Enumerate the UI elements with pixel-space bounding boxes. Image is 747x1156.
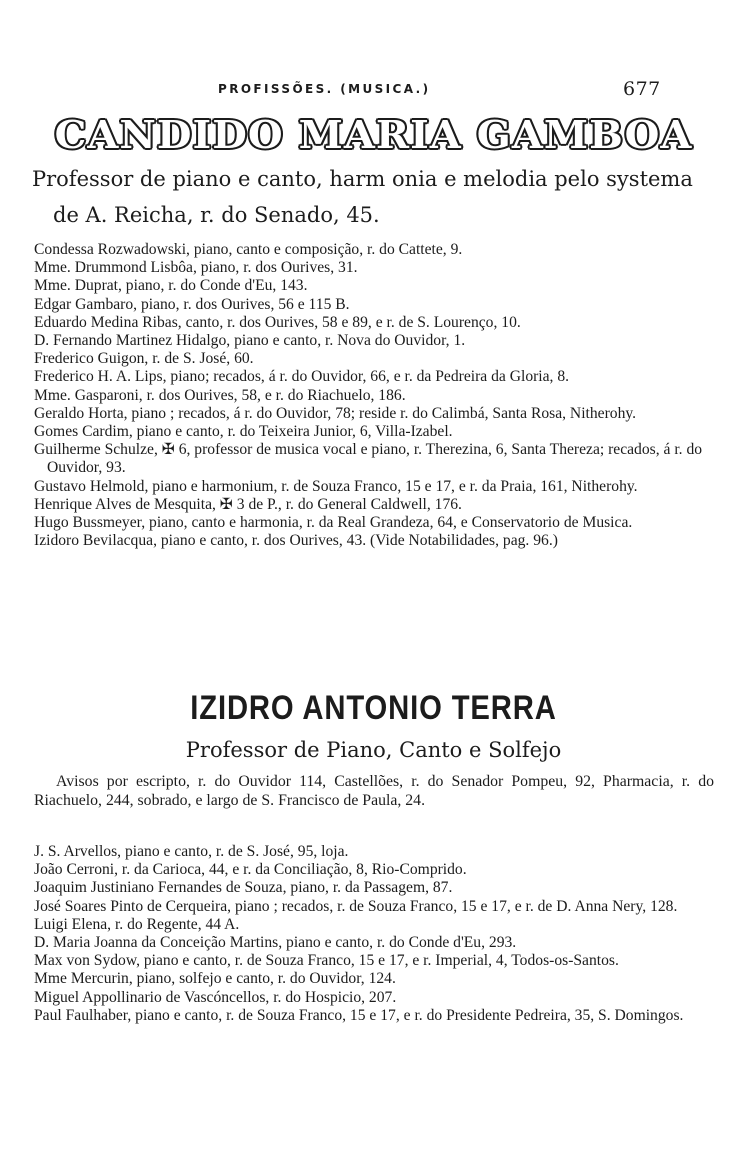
running-head — [0, 80, 747, 102]
advert-title-gamboa: CANDIDO MARIA GAMBOA — [54, 112, 693, 157]
list-item: Luigi Elena, r. do Regente, 44 A. — [34, 915, 240, 933]
list-item: Henrique Alves de Mesquita, ✠ 3 de P., r. do General Caldwell, 176. — [34, 495, 462, 513]
list-item: Mme. Duprat, piano, r. do Conde d'Eu, 143. — [34, 277, 308, 295]
advert-subtitle-terra: Professor de Piano, Canto e Solfejo — [185, 738, 562, 762]
page-number: 677 — [623, 78, 661, 100]
list-item: Eduardo Medina Ribas, canto, r. dos Ourives, 58 e 89, e r. de S. Lourenço, 10. — [34, 313, 521, 331]
advert-body-gamboa — [32, 166, 732, 229]
list-item: Paul Faulhaber, piano e canto, r. de Souza Franco, 15 e 17, e r. do Presidente Pedreira, 35, S. Domingos. — [34, 1006, 684, 1024]
list-item: Mme Mercurin, piano, solfejo e canto, r. do Ouvidor, 124. — [34, 970, 396, 988]
list-item: Joaquim Justiniano Fernandes de Souza, piano, r. da Passagem, 87. — [34, 879, 453, 897]
list-item: Guilherme Schulze, ✠ 6, professor de musica vocal e piano, r. Therezina, 6, Santa Thereza; recados, á r. do Ouvidor, 93. — [34, 441, 703, 477]
list-item: Mme. Gasparoni, r. dos Ourives, 58, e r. do Riachuelo, 186. — [34, 386, 406, 404]
entry-list-a — [34, 241, 719, 550]
list-item: Miguel Appollinario de Vascóncellos, r. do Hospicio, 207. — [34, 988, 397, 1006]
entry-list-b — [34, 843, 719, 1025]
advert-title-terra: IZIDRO ANTONIO TERRA — [190, 689, 557, 727]
list-item: Geraldo Horta, piano ; recados, á r. do Ouvidor, 78; reside r. do Calimbá, Santa Rosa, Nitherohy. — [34, 404, 637, 422]
list-item: João Cerroni, r. da Carioca, 44, e r. da Conciliação, 8, Rio-Comprido. — [34, 861, 467, 879]
list-item: Edgar Gambaro, piano, r. dos Ourives, 56 e 115 B. — [34, 295, 350, 313]
list-item: Max von Sydow, piano e canto, r. de Souza Franco, 15 e 17, e r. Imperial, 4, Todos-os-Santos. — [34, 952, 619, 970]
list-item: Gomes Cardim, piano e canto, r. do Teixeira Junior, 6, Villa-Izabel. — [34, 423, 453, 441]
advert-body-terra: Avisos por escripto, r. do Ouvidor 114, Castellões, r. do Senador Pompeu, 92, Pharmacia, r. do Riachuelo, 244, sobrado, e largo de S. Francisco de Paula, 24. — [34, 773, 714, 809]
list-item: Gustavo Helmold, piano e harmonium, r. de Souza Franco, 15 e 17, e r. da Praia, 161, Nitherohy. — [34, 477, 638, 495]
list-item: Izidoro Bevilacqua, piano e canto, r. dos Ourives, 43. (Vide Notabilidades, pag. 96.) — [34, 532, 558, 550]
list-item: D. Maria Joanna da Conceição Martins, piano e canto, r. do Conde d'Eu, 293. — [34, 934, 517, 952]
list-item: D. Fernando Martinez Hidalgo, piano e canto, r. Nova do Ouvidor, 1. — [34, 332, 466, 350]
list-item: Condessa Rozwadowski, piano, canto e composição, r. do Cattete, 9. — [34, 241, 463, 258]
list-item: Frederico H. A. Lips, piano; recados, á r. do Ouvidor, 66, e r. da Pedreira da Gloria, 8. — [34, 368, 570, 386]
list-item: Hugo Bussmeyer, piano, canto e harmonia, r. da Real Grandeza, 64, e Conservatorio de Musica. — [34, 514, 633, 532]
list-item: Mme. Drummond Lisbôa, piano, r. dos Ourives, 31. — [34, 259, 358, 277]
list-item: Frederico Guigon, r. de S. José, 60. — [34, 350, 254, 368]
section-heading: PROFISSÕES. (MUSICA.) — [218, 82, 431, 96]
advert-line-2: de A. Reicha, r. do Senado, 45. — [53, 203, 380, 227]
advert-line-1: Professor de piano e canto, harm onia e melodia pelo systema — [32, 167, 693, 191]
list-item: José Soares Pinto de Cerqueira, piano ; recados, r. de Souza Franco, 15 e 17, e r. de D. Anna Nery, 128. — [34, 897, 678, 915]
list-item: J. S. Arvellos, piano e canto, r. de S. José, 95, loja. — [34, 843, 349, 860]
